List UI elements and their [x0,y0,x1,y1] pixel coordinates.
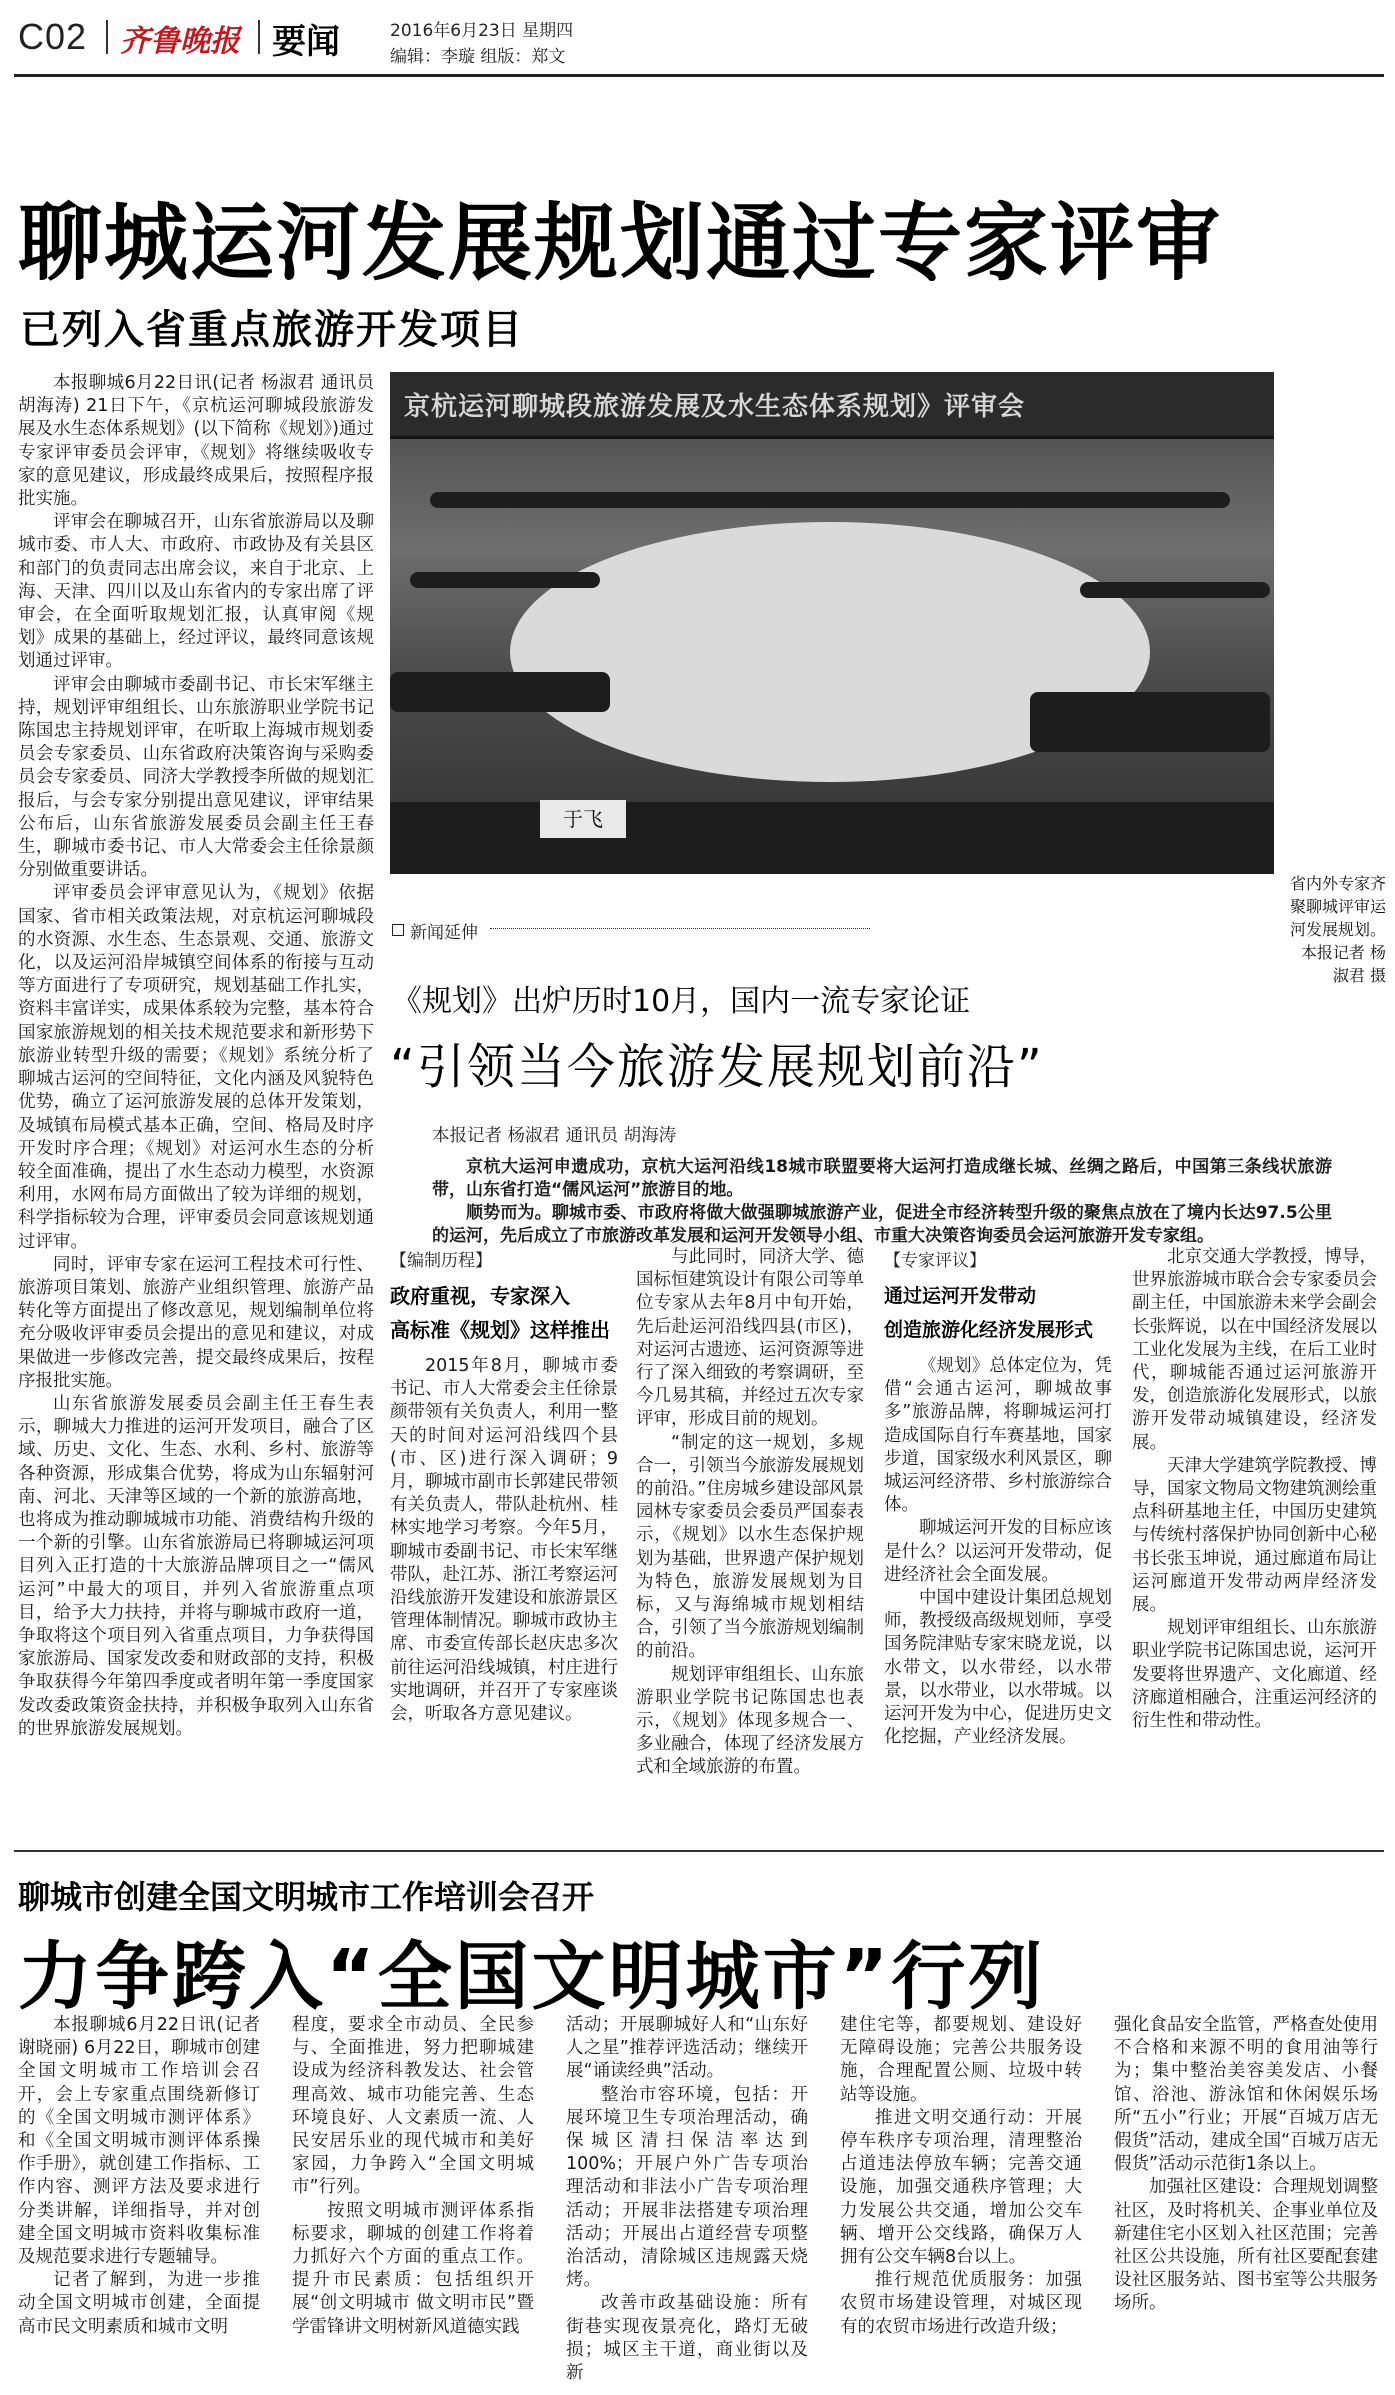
extension-rule [490,928,870,929]
nameplate: 于飞 [540,800,626,838]
column-tag: 【专家评议】 [884,1251,986,1271]
column-heading: 政府重视，专家深入 [390,1284,570,1308]
extension-label: 新闻延伸 [410,923,478,943]
story2-paragraph: 活动；开展聊城好人和“山东好人之星”推荐评选活动；继续开展“诵读经典”活动。 [566,2015,808,2082]
attendee-row [390,672,610,712]
story2-column-4 [840,2014,1082,2384]
meeting-photo [390,372,1274,874]
story1-paragraph: 评审委员会评审意见认为，《规划》依据国家、省市相关政策法规，对京杭运河聊城段的水资源、水生态、生态景观、交通、旅游文化，以及运河沿岸城镇空间体系的衔接与互动等方面进行了专项研究，规划基础工作扎实，资料丰富详实，成果体系较为完整，基本符合国家旅游规划的相关技术规范要求和新形势下旅游业转型升级的需要；《规划》系统分析了聊城古运河的空间特征，文化内涵及风貌特色优势，确立了运河旅游发展的总体开发策划，及城镇布局模式基本正确，空间、格局及时序开发时序合理；《规划》对运河水生态的分析较全面准确，提出了水生态动力模型，水资源利用，水网布局方面做出了较为详细的规划，科学指标较为合理，评审委员会同意该规划通过评审。 [18,883,374,1252]
story2-column-3 [566,2014,808,2384]
column-paragraph: 天津大学建筑学院教授、博导，国家文物局文物建筑测绘重点科研基地主任，中国历史建筑与传统村落保护协同创新中心秘书长张玉坤说，通过廊道布局让运河廊道开发带动两岸经济发展。 [1132,1455,1377,1616]
story2-paragraph: 建住宅等，都要规划、建设好无障碍设施；完善公共服务设施，合理配置公厕、垃圾中转站等设施。 [840,2015,1082,2105]
story2-paragraph: 按照文明城市测评体系指标要求，聊城的创建工作将着力抓好六个方面的重点工作。提升市民素质：包括组织开展“创文明城市 做文明市民”暨学雷锋讲文明树新风道德实践 [292,2200,534,2337]
story-divider [14,1850,1384,1852]
story2-column-5 [1114,2014,1378,2384]
column-paragraph: 中国中建设计集团总规划师，教授级高级规划师，享受国务院津贴专家宋晓龙说，以水带文，以水带经，以水带景，以水带业，以水带城。以运河开发为中心，促进历史文化挖掘，产业经济发展。 [884,1588,1112,1748]
story2-headline: 力争跨入“全国文明城市”行列 [18,1934,1046,2020]
attendee-row [410,572,600,588]
main-subheadline: 已列入省重点旅游开发项目 [20,307,524,353]
column-heading: 通过运河开发带动 [884,1285,1037,1307]
story2-paragraph: 推进文明交通行动：开展停车秩序专项治理，清理整治占道违法停放车辆；完善交通设施，加强交通秩序管理；大力发展公共交通，增加公交车辆、增开公交线路，确保万人拥有公交车辆8台以上。 [840,2107,1082,2268]
column-paragraph: 北京交通大学教授，博导，世界旅游城市联合会专家委员会副主任，中国旅游未来学会副会长张辉说，以在中国经济发展以工业化发展为主线，在后工业时代，聊城能否通过运河旅游开发，创造旅游化发展形式，以旅游开发带动城镇建设，经济发展。 [1132,1247,1377,1453]
story2-paragraph: 强化食品安全监管，严格查处使用不合格和来源不明的食用油等行为；集中整治美容美发店、小餐馆、浴池、游泳馆和休闲娱乐场所“五小”行业；开展“百城万店无假货”活动，建成全国“百城万店无假货”活动示范街1条以上。 [1114,2015,1378,2175]
extension-byline: 本报记者 杨淑君 通讯员 胡海涛 [432,1126,677,1146]
masthead-divider [106,20,108,54]
extension-headline: “引领当今旅游发展规划前沿” [390,1039,1044,1095]
editor-credits: 编辑：李璇 组版：郑文 [390,47,566,67]
story1-paragraph: 评审会由聊城市委副书记、市长宋军继主持，规划评审组组长、山东旅游职业学院书记陈国忠主持规划评审，在听取上海城市规划委员会专家委员、山东省政府决策咨询与采购委员会专家委员、同济大学教授李所做的规划汇报后，与会专家分别提出意见建议，评审结果公布后，山东省旅游发展委员会副主任王春生，聊城市委书记、市人大常委会主任徐景颜分别做重要讲话。 [18,674,374,881]
story2-paragraph: 本报聊城6月22日讯(记者 谢晓丽) 6月22日，聊城市创建全国文明城市工作培训会召开，会上专家重点围绕新修订的《全国文明城市测评体系》和《全国文明城市测评体系操作手册》，就创建工作指标、工作内容、测评方法及要求进行分类讲解，详细指导，并对创建全国文明城市资料收集标准及规范要求进行专题辅导。 [18,2015,260,2268]
attendee-row [1030,692,1270,752]
masthead-divider [258,20,260,54]
story2-kicker: 聊城市创建全国文明城市工作培训会召开 [18,1878,595,1916]
story2-paragraph: 程度，要求全市动员、全民参与、全面推进，努力把聊城建设成为经济科教发达、社会管理高效、城市功能完善、生态环境良好、人文素质一流、人民安居乐业的现代城市和美好家园，力争跨入“全国文明城市”行列。 [292,2015,534,2198]
photo-banner [390,372,1274,439]
story2-paragraph: 改善市政基础设施：所有街巷实现夜景亮化，路灯无破损；城区主干道，商业街以及新 [566,2293,808,2384]
column-paragraph: 与此同时，同济大学、德国标恒建筑设计有限公司等单位专家从去年8月中旬开始，先后赴运河沿线四县(市区)，对运河古遗迹、运河资源等进行了深入细致的考察调研，至今几易其稿，并经过五次专家评审，形成目前的规划。 [636,1247,864,1430]
column-heading: 创造旅游化经济发展形式 [884,1319,1094,1341]
page-number: C02 [18,16,88,57]
attendee-row [430,492,1230,508]
story2-paragraph: 整治市容环境，包括：开展环境卫生专项治理活动，确保城区清扫保洁率达到100%；开展户外广告专项治理活动和非法小广告专项治理活动；开展非法搭建专项治理活动；开展出占道经营专项整治活动，清除城区违规露天烧烤。 [566,2084,808,2291]
paper-logo: 齐鲁晚报 [120,24,240,59]
story1-body [18,372,374,1844]
extension-lead [432,1156,1332,1248]
story1-paragraph: 山东省旅游发展委员会副主任王春生表示，聊城大力推进的运河开发项目，融合了区域、历史、文化、生态、水利、乡村、旅游等各种资源，形成集合优势，将成为山东辐射河南、河北、天津等区域的一个新的旅游高地，也将成为推动聊城城市功能、消费结构升级的一个新的引擎。山东省旅游局已将聊城运河项目列入正打造的十大旅游品牌项目之一“儒风运河”中最大的项目，并列入省旅游重点项目，给予大力扶持，并将与聊城市政府一道，争取将这个项目列入省重点项目，力争获得国家旅游局、国家发改委和财政部的支持，积极争取获得今年第四季度或者明年第一季度国家发改委政策资金扶持，并积极争取列入山东省的世界旅游发展规划。 [18,1393,374,1739]
column-paragraph: “制定的这一规划，多规合一，引领当今旅游发展规划的前沿。”住房城乡建设部风景园林专家委员会委员严国泰表示，《规划》以水生态保护规划为基础，世界遗产保护规划为特色，旅游发展规划为目标，又与海绵城市规划相结合，引领了当今旅游规划编制的前沿。 [636,1432,864,1662]
story2-paragraph: 记者了解到，为进一步推动全国文明城市创建，全面提高市民文明素质和城市文明 [18,2270,260,2337]
foreground-attendees [390,802,1274,874]
column-heading: 高标准《规划》这样推出 [390,1318,610,1342]
story2-paragraph: 推行规范优质服务：加强农贸市场建设管理，对城区现有的农贸市场进行改造升级； [840,2270,1082,2337]
story1-paragraph: 本报聊城6月22日讯(记者 杨淑君 通讯员 胡海涛) 21日下午，《京杭运河聊城段旅游发展及水生态体系规划》(以下简称《规划》)通过专家评审委员会评审，《规划》将继续吸收专家的意见建议，形成最终成果后，按照程序报批实施。 [18,373,374,510]
story2-column-1 [18,2014,260,2384]
photo-caption: 省内外专家齐聚聊城评审运河发展规划。本报记者 杨淑君 摄 [1289,874,1386,985]
ext-column-3 [884,1246,1112,1846]
ext-column-1 [390,1246,618,1846]
story1-paragraph: 同时，评审专家在运河工程技术可行性、旅游项目策划、旅游产业组织管理、旅游产品转化等方面提出了修改意见，规划编制单位将充分吸收评审委员会提出的意见和建议，对成果做进一步修改完善，提交最终成果后，按程序报批实施。 [18,1254,374,1391]
header-rule [14,74,1384,77]
column-tag: 【编制历程】 [390,1251,492,1271]
ext-column-2 [636,1246,864,1846]
ext-column-4 [1132,1246,1377,1846]
column-paragraph: 《规划》总体定位为，凭借“会通古运河，聊城故事多”旅游品牌，将聊城运河打造成国际自行车赛基地，国家步道，国家级水利风景区，聊城运河经济带、乡村旅游综合体。 [884,1356,1112,1516]
column-paragraph: 聊城运河开发的目标应该是什么？以运河开发带动，促进经济社会全面发展。 [884,1518,1112,1585]
column-paragraph: 规划评审组组长、山东旅游职业学院书记陈国忠也表示，《规划》体现多规合一、多业融合，体现了经济发展方式和全域旅游的布置。 [636,1664,864,1778]
story2-column-2 [292,2014,534,2384]
section-name: 要闻 [272,22,340,62]
story2-paragraph: 加强社区建设：合理规划调整社区，及时将机关、企事业单位及新建住宅小区划入社区范围；完善社区公共设施，所有社区要配套建设社区服务站、图书室等公共服务场所。 [1114,2177,1378,2314]
lead-paragraph: 京杭大运河申遗成功，京杭大运河沿线18城市联盟要将大运河打造成继长城、丝绸之路后，中国第三条线状旅游带，山东省打造“儒风运河”旅游目的地。 [432,1157,1332,1200]
column-paragraph: 2015年8月，聊城市委书记、市人大常委会主任徐景颜带领有关负责人，利用一整天的时间对运河沿线四个县(市、区)进行深入调研；9月，聊城市副市长郭建民带领有关负责人，带队赴杭州、桂林实地学习考察。今年5月，聊城市委副书记、市长宋军继带队，赴江苏、浙江考察运河沿线旅游开发建设和旅游景区管理体制情况。聊城市政协主席、市委宣传部长赵庆忠多次前往运河沿线城镇，村庄进行实地调研，并召开了专家座谈会，听取各方意见建议。 [390,1356,618,1725]
lead-paragraph: 顺势而为。聊城市委、市政府将做大做强聊城旅游产业，促进全市经济转型升级的聚焦点放在了境内长达97.5公里的运河，先后成立了市旅游改革发展和运河开发领导小组、市重大决策咨询委员会运河旅游开发专家组。 [432,1203,1332,1246]
issue-date: 2016年6月23日 星期四 [390,21,574,41]
column-paragraph: 规划评审组组长、山东旅游职业学院书记陈国忠说，运河开发要将世界遗产、文化廊道、经济廊道相融合，注重运河经济的衍生性和带动性。 [1132,1618,1377,1732]
main-headline: 聊城运河发展规划通过专家评审 [18,194,1223,292]
photo-banner-text: 京杭运河聊城段旅游发展及水生态体系规划》评审会 [404,392,1026,422]
extension-kicker: 《规划》出炉历时10月，国内一流专家论证 [392,984,971,1019]
section-marker-icon [392,924,404,936]
attendee-row [1080,582,1270,598]
story1-paragraph: 评审会在聊城召开，山东省旅游局以及聊城市委、市人大、市政府、市政协及有关县区和部门的负责同志出席会议，来自于北京、上海、天津、四川以及山东省内的专家出席了评审会，在全面听取规划汇报，认真审阅《规划》成果的基础上，经过评议，最终同意该规划通过评审。 [18,512,374,672]
